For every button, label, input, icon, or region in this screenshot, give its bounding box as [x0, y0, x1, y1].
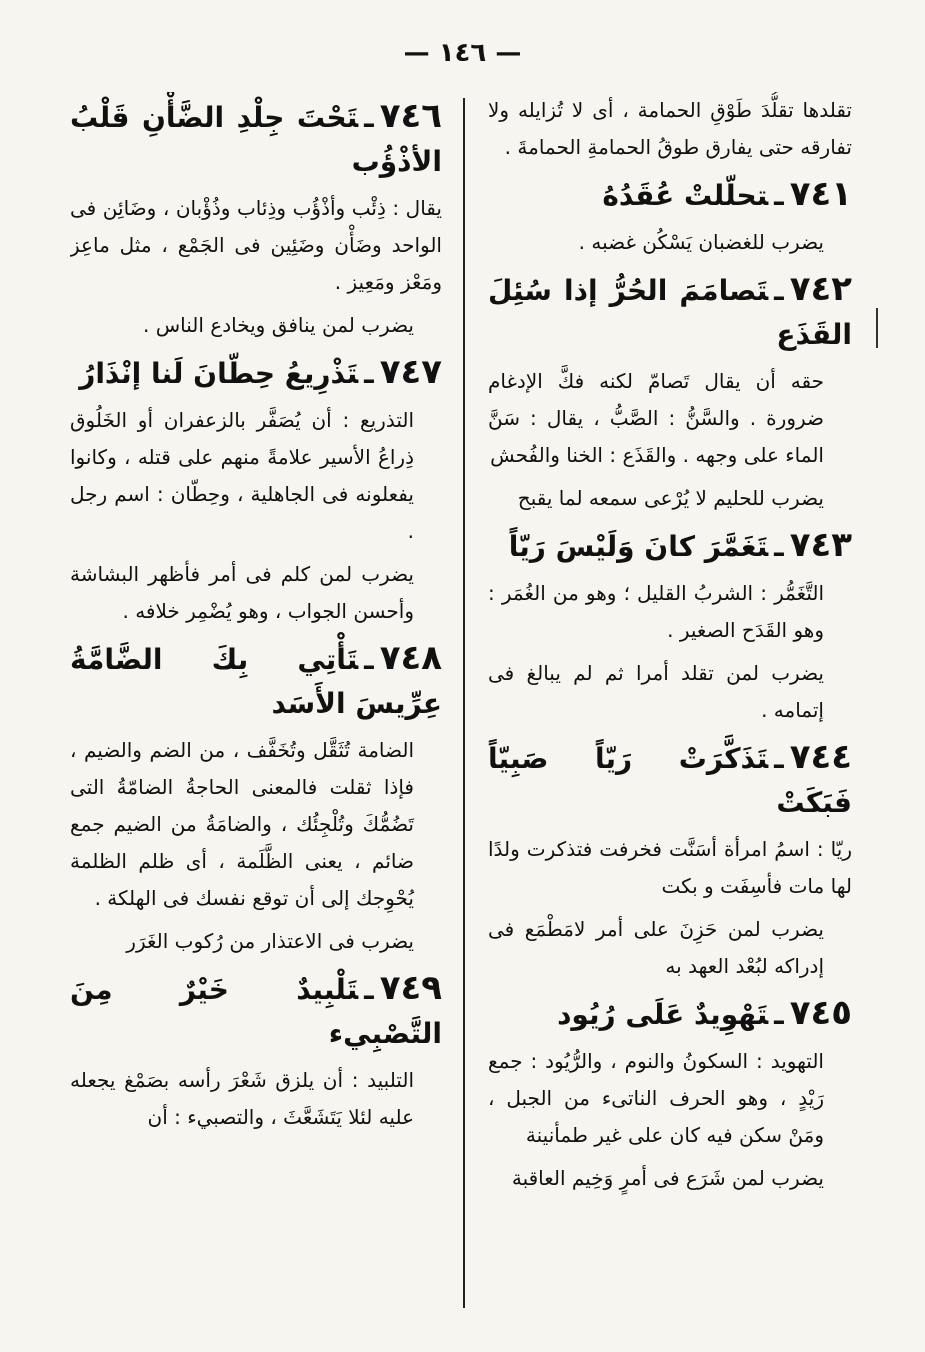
proverb-text: تَغَمَّرَ كانَ وَلَيْسَ رَيّاً	[508, 530, 769, 563]
entry-748	[70, 636, 442, 960]
entry-number: ٧٤١	[789, 174, 852, 214]
entry-heading: ٧٤٧ـتَذْرِيعُ حِطّانَ لَنا إنْذَارُ	[79, 352, 442, 392]
entry-heading: ٧٤٤ـتَذَكَّرَتْ رَيّاً صَبِيّاً فَبَكَتْ	[488, 737, 852, 819]
entry-explanation: التَّغَمُّر : الشربُ القليل ؛ وهو من الغُمَر : وهو القَدَح الصغير .	[488, 581, 824, 642]
entry-usage: يضرب لمن حَزِنَ على أمر لامَطْمَع فى إدراكه لبُعْد العهد به	[488, 917, 824, 978]
entry-usage: يضرب للحليم لا يُرْعى سمعه لما يقبح	[517, 486, 824, 510]
entry-746	[70, 94, 442, 344]
column-divider	[463, 98, 465, 1308]
proverb-text: تَذَكَّرَتْ رَيّاً صَبِيّاً فَبَكَتْ	[488, 742, 852, 819]
proverb-text: تَهْوِيدٌ عَلَى رُيُود	[557, 998, 769, 1031]
proverb-text: تَلْبِيدٌ خَيْرٌ مِنَ التَّصْبِيء	[70, 973, 442, 1050]
page-number: — ١٤٦ —	[403, 38, 522, 68]
right-column	[488, 92, 852, 1332]
entry-heading: ٧٤٥ـتَهْوِيدٌ عَلَى رُيُود	[557, 993, 852, 1033]
entry-744	[488, 735, 852, 985]
entry-743	[488, 523, 852, 729]
entry-usage: يضرب فى الاعتذار من رُكوب الغَرَر	[126, 929, 414, 953]
margin-mark	[876, 308, 878, 348]
entry-number: ٧٤٣	[789, 525, 852, 565]
entry-usage: يضرب لمن تقلد أمرا ثم لم يبالغ فى إتمامه .	[488, 661, 824, 722]
proverb-text: تَأْتِي بِكَ الضَّامَّةُ عِرِّيسَ الأَسَد	[70, 643, 442, 720]
continuation-text: تقلدها تقلُّدَ طَوْقِ الحمامة ، أى لا تُزايله ولا تفارقه حتى يفارق طوقُ الحمامةِ الحمامةَ .	[488, 98, 852, 159]
left-column	[70, 92, 442, 1332]
entry-number: ٧٤٥	[789, 993, 852, 1033]
entry-742	[488, 267, 852, 517]
entry-745	[488, 991, 852, 1197]
entry-explanation: التلبيد : أن يلزق شَعْرَ رأسه بصَمْغ يجعله عليه لئلا يَتَشَعَّثَ ، والتصبيء : أن	[70, 1068, 414, 1129]
entry-747	[70, 350, 442, 630]
entry-741	[488, 172, 852, 261]
entry-usage: يضرب لمن شَرَع فى أمرٍ وَخِيم العاقبة	[511, 1166, 824, 1190]
entry-heading: ٧٤٣ـتَغَمَّرَ كانَ وَلَيْسَ رَيّاً	[508, 525, 852, 565]
entry-heading: ٧٤٦ـتَحْتَ جِلْدِ الضَّأْنِ قَلْبُ الأذْؤُب	[70, 96, 442, 178]
entry-heading: ٧٤٢ـتَصامَمَ الحُرُّ إذا سُئِلَ القَذَع	[488, 269, 852, 351]
entry-number: ٧٤٤	[789, 737, 852, 777]
entry-explanation: ريّا : اسمُ امرأة أسَنَّت فخرفت فتذكرت ولدًا لها مات فأسِفَت و بكت	[488, 837, 852, 898]
entry-number: ٧٤٦	[379, 96, 442, 136]
entry-number: ٧٤٢	[789, 269, 852, 309]
entry-number: ٧٤٩	[379, 968, 442, 1008]
entry-explanation: التذريع : أن يُصَفَّر بالزعفران أو الخَلُوق ذِراعُ الأسير علامةً منهم على قتله ، وكانوا يفعلونه فى الجاهلية ، وحِطّان : اسم رجل .	[70, 408, 414, 543]
entry-explanation: الضامة تُثَقَّل وتُخَفَّف ، من الضم والضيم ، فإذا ثقلت فالمعنى الحاجةُ الضامّةُ التى تَضُمُّكَ وتُلْجِئُك ، والضامَةُ من الضيم جمع ضائم ، يعنى الظَّلَمة ، أى ظلم الظلمة يُحْوِجك إلى أن توقع نفسك فى الهلكة .	[70, 738, 414, 910]
proverb-text: تحلّلتْ عُقَدُهُ	[602, 179, 769, 212]
entry-usage: يضرب للغضبان يَسْكُن غضبه .	[578, 230, 824, 254]
proverb-text: تَصامَمَ الحُرُّ إذا سُئِلَ القَذَع	[488, 274, 852, 351]
entry-heading: ٧٤٨ـتَأْتِي بِكَ الضَّامَّةُ عِرِّيسَ الأَسَد	[70, 638, 442, 720]
entry-usage: يضرب لمن كلم فى أمر فأظهر البشاشة وأحسن الجواب ، وهو يُضْمِر خلافه .	[70, 562, 414, 623]
entry-explanation: حقه أن يقال تَصامّ لكنه فكَّ الإدغام ضرورة . والسَّنُّ : الصَّبُّ ، يقال : سَنَّ الماء على وجهه . والقَذَع : الخنا والفُحش	[488, 369, 824, 467]
entry-explanation: التهويد : السكونُ والنوم ، والرُّيُود : جمع رَيْدٍ ، وهو الحرف الناتىء من الجبل ، ومَنْ سكن فيه كان على غير طمأنينة	[488, 1049, 824, 1147]
entry-usage: يضرب لمن ينافق ويخادع الناس .	[143, 313, 414, 337]
proverb-text: تَذْرِيعُ حِطّانَ لَنا إنْذَارُ	[79, 357, 359, 390]
entry-number: ٧٤٧	[379, 352, 442, 392]
proverb-text: تَحْتَ جِلْدِ الضَّأْنِ قَلْبُ الأذْؤُب	[70, 101, 442, 178]
entry-heading: ٧٤٩ـتَلْبِيدٌ خَيْرٌ مِنَ التَّصْبِيء	[70, 968, 442, 1050]
entry-749	[70, 966, 442, 1136]
entry-explanation: يقال : ذِئْب وأذْؤُب وذِئاب وذُؤْبان ، وضَائِن فى الواحد وضَأْن وضَئِين فى الجَمْع ، مثل ماعِز ومَعْز ومَعِيز .	[70, 196, 442, 294]
entry-number: ٧٤٨	[379, 638, 442, 678]
entry-heading: ٧٤١ـتحلّلتْ عُقَدُهُ	[602, 174, 852, 214]
